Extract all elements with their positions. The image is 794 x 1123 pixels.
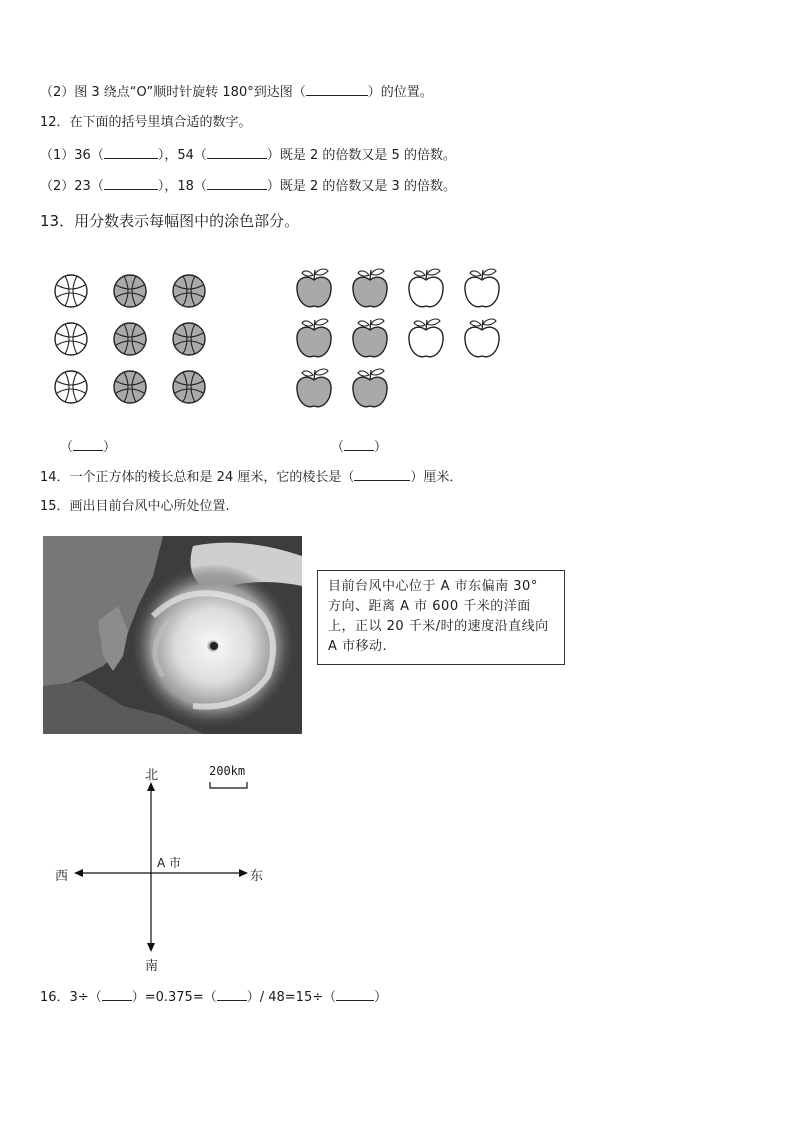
answer-blank[interactable] [336,987,374,1001]
answer-blank[interactable] [73,437,103,451]
basketball-icon [171,369,207,409]
south-arrow-icon [147,943,155,952]
answer-blank[interactable] [102,987,132,1001]
apple-icon [294,366,334,414]
answer-blank[interactable] [354,467,410,481]
answer-blank[interactable] [306,82,368,96]
answer-blank[interactable] [207,176,267,190]
west-arrow-icon [74,869,83,877]
basketball-icon [53,321,89,361]
answer-blank[interactable] [344,437,374,451]
basketball-icon [112,369,148,409]
answer-blank[interactable] [104,145,158,159]
q16: 16．3÷（ ）=0.375=（ ）/ 48=15÷（ ） [40,987,387,1007]
typhoon-satellite-image [43,536,302,734]
apple-icon [294,316,334,364]
q12-part2: （2）23（ ），18（ ）既是 2 的倍数又是 3 的倍数。 [40,176,456,196]
apple-icon [350,316,390,364]
scale-label: 200km [209,764,246,778]
answer-blank[interactable] [217,987,247,1001]
basketball-icon [112,273,148,313]
basketball-icon [171,321,207,361]
apple-icon [294,266,334,314]
label-north: 北 [145,768,159,783]
label-south: 南 [145,959,159,974]
label-east: 东 [250,869,264,884]
north-arrow-icon [147,782,155,791]
q12-part1: （1）36（ ），54（ ）既是 2 的倍数又是 5 的倍数。 [40,145,456,165]
q15-title: 15．画出目前台风中心所处位置. [40,499,230,514]
apple-icon [462,316,502,364]
basketball-icon [53,369,89,409]
apple-icon [406,266,446,314]
q13-title: 13．用分数表示每幅图中的涂色部分。 [40,212,300,230]
q13-answer-apple: （ ） [331,436,387,455]
q11-part2: （2）图 3 绕点“O”顺时针旋转 180°到达图（ ）的位置。 [40,82,433,102]
basketball-icon [171,273,207,313]
answer-blank[interactable] [104,176,158,190]
label-west: 西 [55,869,69,884]
scale-bar [209,780,249,790]
basketball-icon [112,321,148,361]
label-city-a: A 市 [157,856,182,870]
basketball-icon [53,273,89,313]
apple-icon [350,366,390,414]
apple-icon [350,266,390,314]
apple-icon [406,316,446,364]
east-arrow-icon [239,869,248,877]
typhoon-info-box: 目前台风中心位于 A 市东偏南 30° 方向、距离 A 市 600 千米的洋面上，正以 20 千米/时的速度沿直线向 A 市移动. [317,570,565,665]
q13-answer-basketball: （ ） [60,436,116,455]
q12-title: 12．在下面的括号里填合适的数字。 [40,115,252,130]
q14: 14．一个正方体的棱长总和是 24 厘米，它的棱长是（ ）厘米． [40,467,462,487]
answer-blank[interactable] [207,145,267,159]
apple-icon [462,266,502,314]
